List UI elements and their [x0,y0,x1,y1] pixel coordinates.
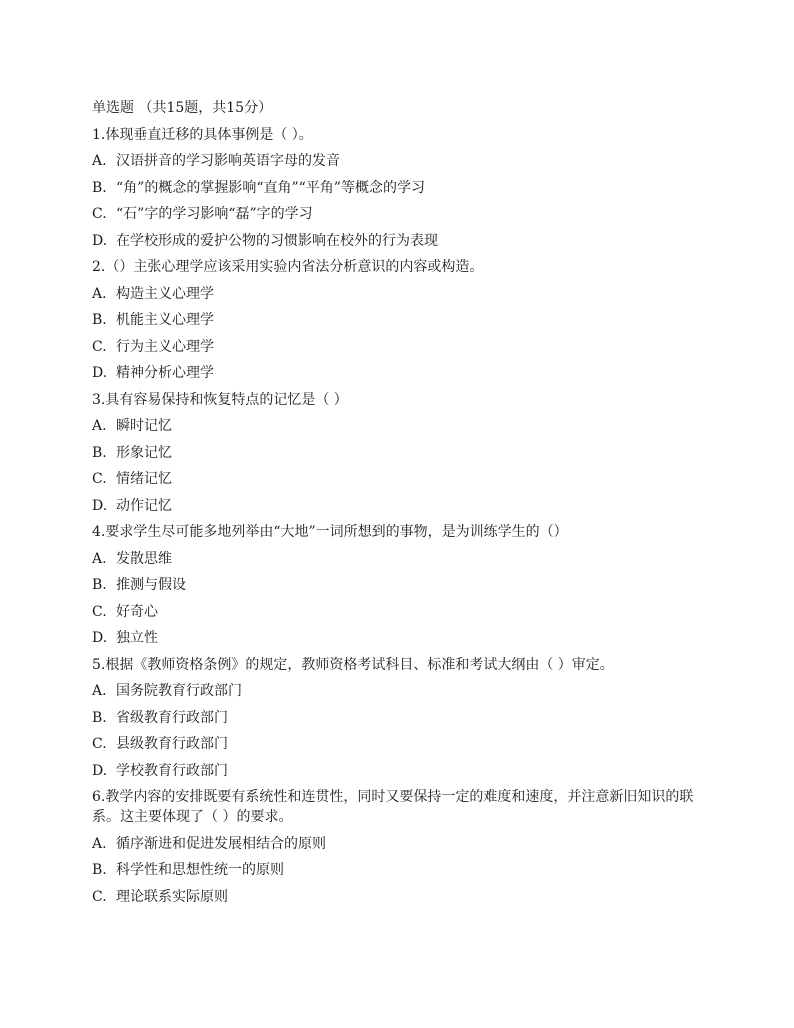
option-text: 学校教育行政部门 [116,762,228,779]
option-text: 循序渐进和促进发展相结合的原则 [116,835,326,852]
option-text: 构造主义心理学 [116,285,214,302]
option-text: 动作记忆 [116,497,172,514]
option-text: 精神分析心理学 [116,365,214,381]
question-stem: 6.教学内容的安排既要有系统性和连贯性，同时又要保持一定的难度和速度，并注意新旧知识的联系。这主要体现了（ ）的要求。 [92,789,694,825]
section-title: 单选题 （共15题，共15分） [92,100,273,116]
option-letter: A. [92,285,107,302]
option-letter: B. [92,312,107,328]
option-letter: B. [92,577,107,593]
option-a [92,151,712,171]
option-text: 科学性和思想性统一的原则 [116,862,284,878]
option-letter: C. [92,338,107,355]
option-d [92,363,712,383]
option-a [92,416,712,436]
question-6 [92,787,712,907]
option-d [92,761,712,781]
option-text: 国务院教育行政部门 [116,683,242,699]
option-text: 省级教育行政部门 [116,709,228,726]
option-text: 推测与假设 [116,577,186,593]
option-d [92,231,712,251]
option-letter: D. [92,497,108,514]
option-letter: B. [92,862,107,878]
option-c [92,469,712,489]
question-stem: 3.具有容易保持和恢复特点的记忆是（ ） [92,391,348,408]
option-text: 情绪记忆 [116,471,172,487]
option-letter: C. [92,471,107,487]
option-c [92,734,712,754]
option-letter: A. [92,418,107,434]
question-3 [92,390,712,516]
option-a [92,681,712,701]
option-letter: B. [92,179,107,196]
option-b [92,310,712,330]
option-a [92,549,712,569]
question-2 [92,257,712,383]
option-c [92,337,712,357]
option-text: 机能主义心理学 [116,312,214,328]
option-text: 理论联系实际原则 [116,888,228,905]
option-text: 发散思维 [116,550,172,567]
option-d [92,628,712,648]
option-letter: B. [92,444,107,461]
option-c [92,204,712,224]
option-letter: D. [92,232,108,249]
option-a [92,834,712,854]
option-c [92,602,712,622]
option-c [92,887,712,907]
option-b [92,708,712,728]
option-letter: D. [92,630,108,646]
option-text: 行为主义心理学 [116,338,214,355]
option-letter: A. [92,683,107,699]
question-1 [92,125,712,251]
question-stem: 2.（）主张心理学应该采用实验内省法分析意识的内容或构造。 [92,259,484,275]
question-stem: 1.体现垂直迁移的具体事例是（ ）。 [92,126,313,143]
option-text: 汉语拼音的学习影响英语字母的发音 [116,153,340,169]
option-text: 形象记忆 [116,444,172,461]
option-letter: A. [92,835,107,852]
option-d [92,496,712,516]
question-4 [92,522,712,648]
option-letter: C. [92,736,107,752]
option-b [92,575,712,595]
question-stem: 5.根据《教师资格条例》的规定，教师资格考试科目、标准和考试大纲由（ ）审定。 [92,656,614,673]
option-b [92,443,712,463]
option-letter: A. [92,153,107,169]
option-a [92,284,712,304]
option-letter: C. [92,206,107,222]
option-text: “石”字的学习影响“磊”字的学习 [116,206,313,222]
option-text: “角”的概念的掌握影响“直角”“平角”等概念的学习 [116,179,425,196]
option-letter: A. [92,550,107,567]
question-stem: 4.要求学生尽可能多地列举由“大地”一词所想到的事物，是为训练学生的（） [92,524,568,540]
option-letter: D. [92,762,108,779]
option-letter: C. [92,888,107,905]
option-letter: C. [92,603,107,620]
option-text: 县级教育行政部门 [116,736,228,752]
option-b [92,178,712,198]
option-text: 独立性 [116,630,158,646]
question-5 [92,655,712,781]
exam-page [92,98,712,913]
option-b [92,860,712,880]
option-letter: B. [92,709,107,726]
option-text: 好奇心 [116,603,158,620]
option-letter: D. [92,365,108,381]
option-text: 瞬时记忆 [116,418,172,434]
option-text: 在学校形成的爱护公物的习惯影响在校外的行为表现 [116,232,438,249]
